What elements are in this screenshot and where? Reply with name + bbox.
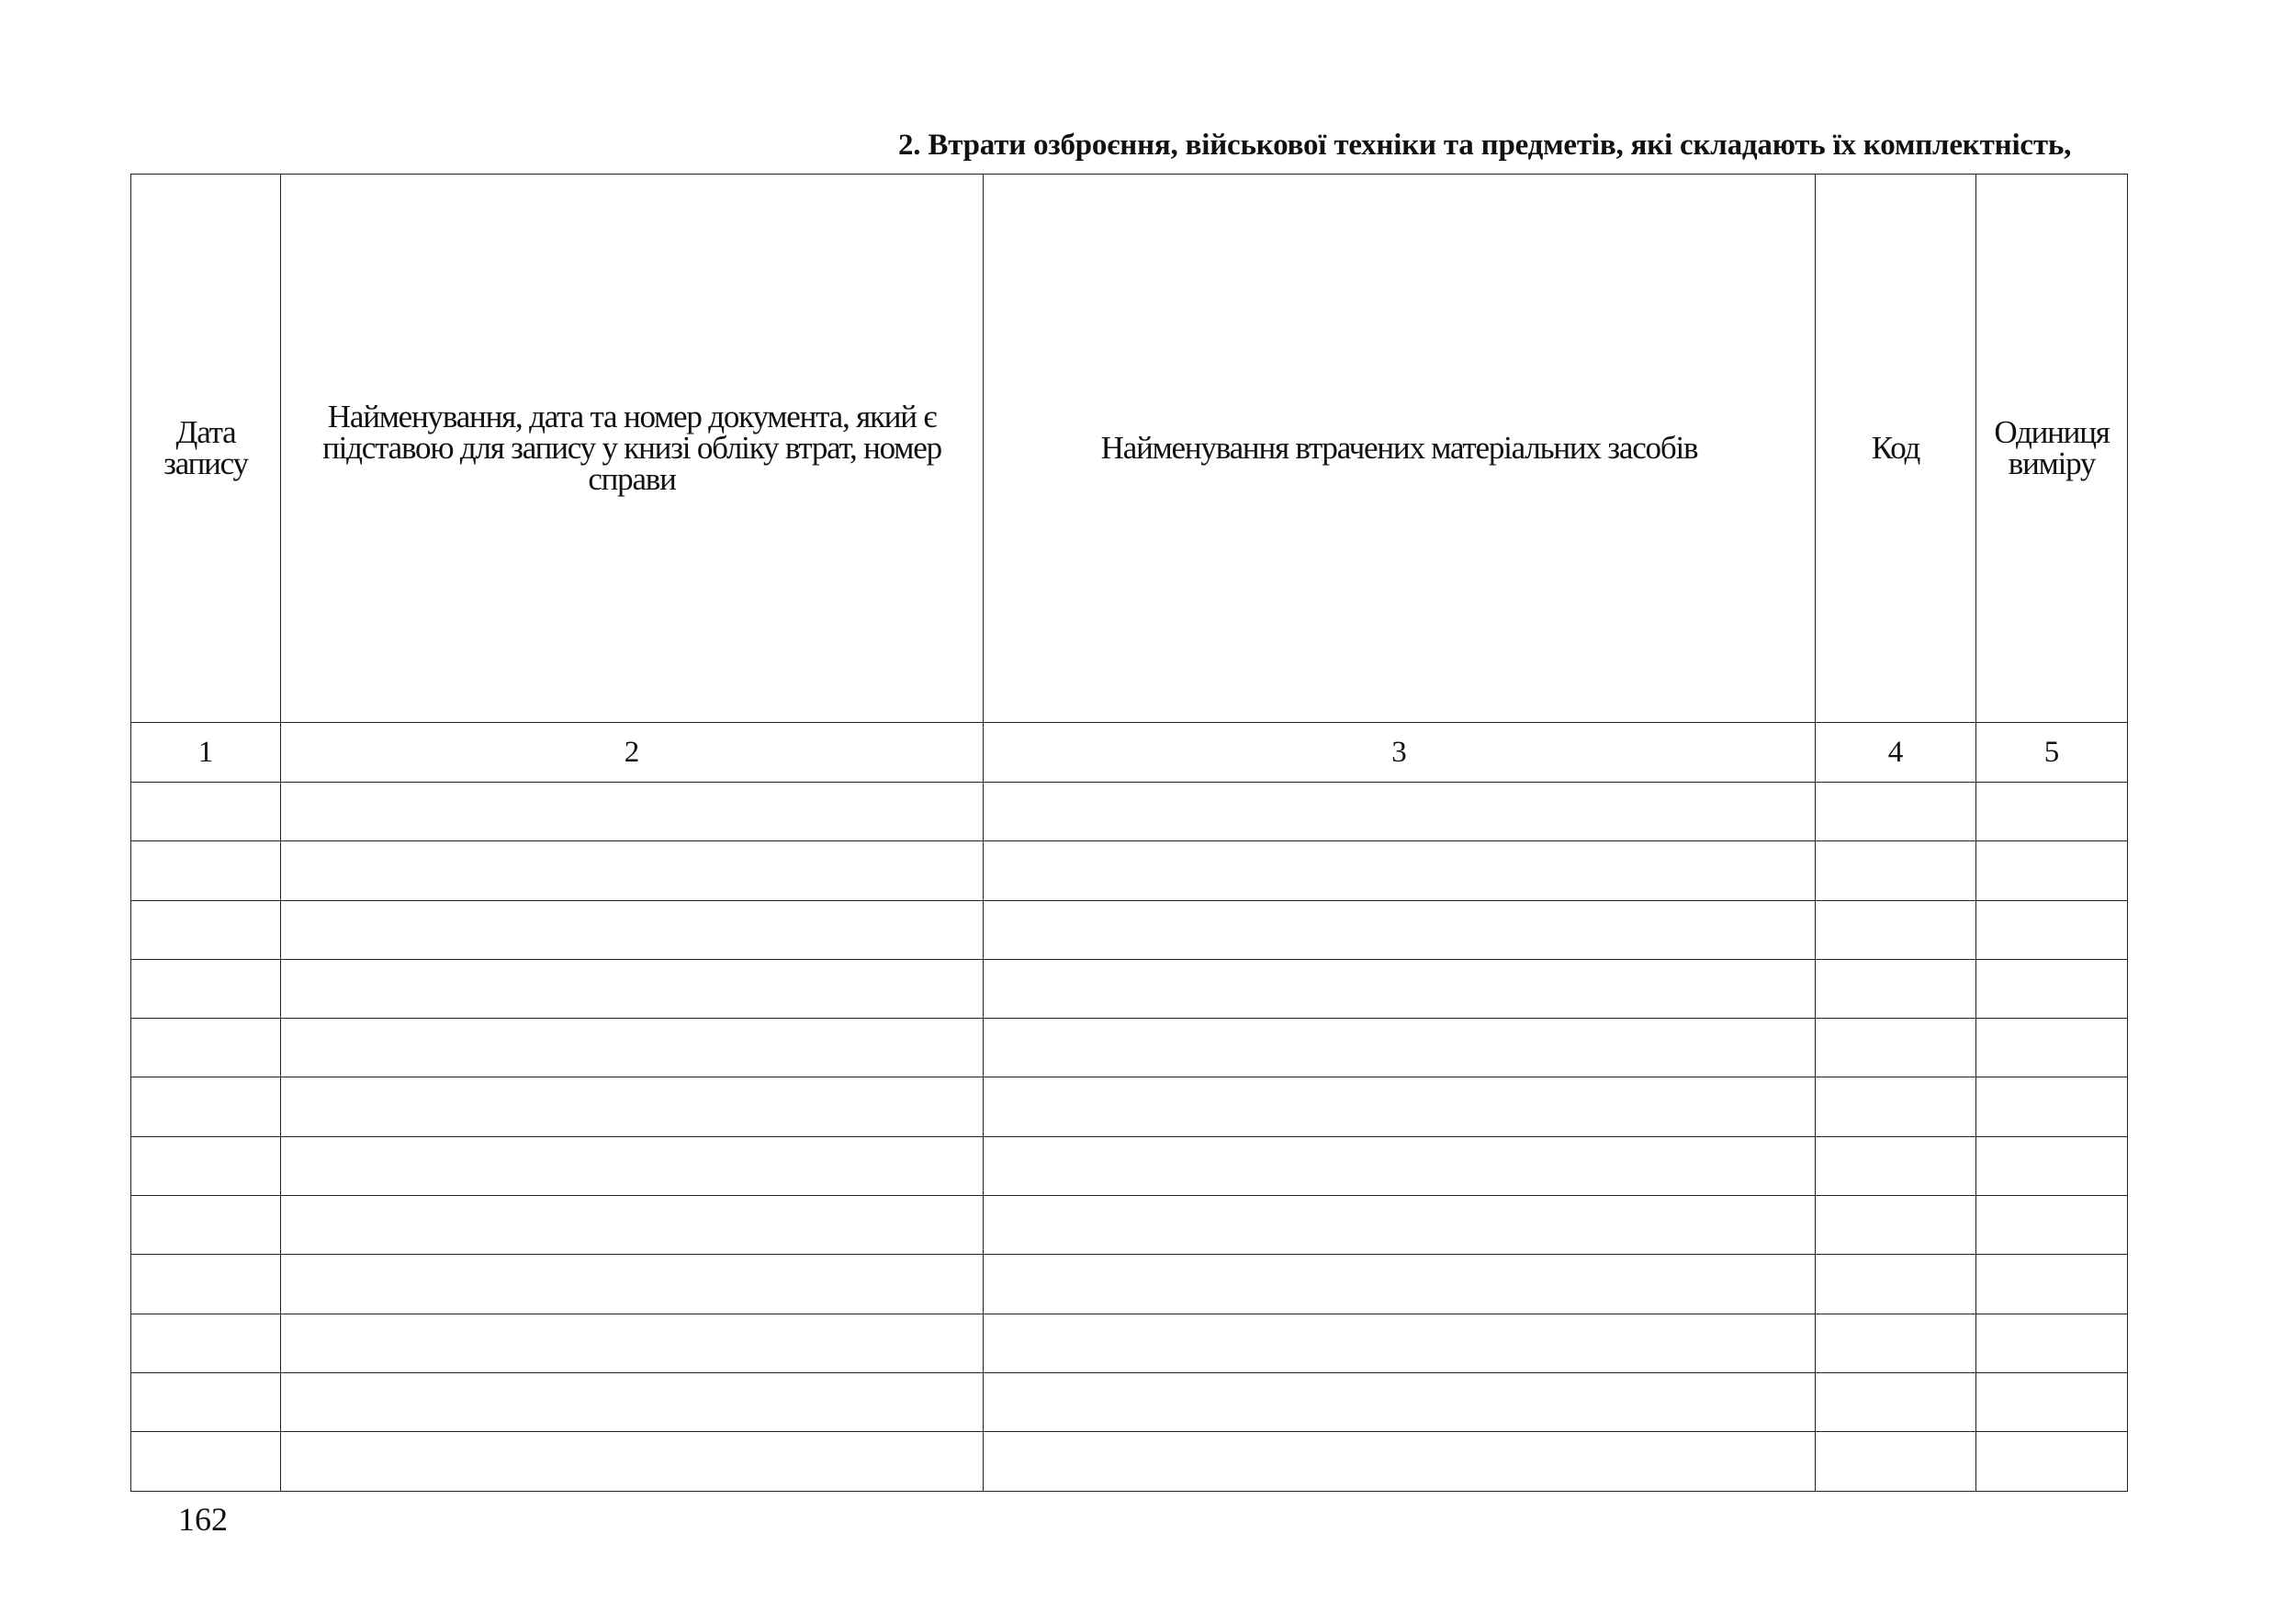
cell-code bbox=[1816, 1255, 1976, 1314]
cell-unit-of-measure bbox=[1976, 1372, 2128, 1431]
table-row bbox=[131, 1077, 2128, 1136]
cell-document-basis bbox=[281, 1432, 984, 1491]
cell-document-basis bbox=[281, 783, 984, 841]
header-document-basis: Найменування, дата та номер документа, який є підставою для запису у книзі обліку втрат, номер справи bbox=[281, 175, 984, 723]
cell-record-date bbox=[131, 841, 281, 900]
cell-document-basis bbox=[281, 1196, 984, 1255]
cell-code bbox=[1816, 1432, 1976, 1491]
cell-lost-items-name bbox=[984, 783, 1816, 841]
cell-code bbox=[1816, 1372, 1976, 1431]
cell-lost-items-name bbox=[984, 1372, 1816, 1431]
cell-unit-of-measure bbox=[1976, 959, 2128, 1018]
cell-lost-items-name bbox=[984, 1314, 1816, 1372]
cell-unit-of-measure bbox=[1976, 900, 2128, 959]
table-row bbox=[131, 783, 2128, 841]
page-number: 162 bbox=[178, 1501, 228, 1538]
cell-lost-items-name bbox=[984, 900, 1816, 959]
cell-record-date bbox=[131, 1314, 281, 1372]
column-number: 2 bbox=[281, 723, 984, 783]
cell-code bbox=[1816, 1077, 1976, 1136]
cell-record-date bbox=[131, 1432, 281, 1491]
cell-unit-of-measure bbox=[1976, 1136, 2128, 1195]
column-number-row bbox=[131, 723, 2128, 783]
header-lost-items-name: Найменування втрачених матеріальних засобів bbox=[984, 175, 1816, 723]
header-unit-of-measure: Одиниця виміру bbox=[1976, 175, 2128, 723]
table-row bbox=[131, 1432, 2128, 1491]
cell-code bbox=[1816, 1019, 1976, 1077]
cell-unit-of-measure bbox=[1976, 1077, 2128, 1136]
cell-lost-items-name bbox=[984, 1019, 1816, 1077]
table-row bbox=[131, 1372, 2128, 1431]
cell-unit-of-measure bbox=[1976, 1432, 2128, 1491]
cell-document-basis bbox=[281, 1372, 984, 1431]
cell-code bbox=[1816, 1196, 1976, 1255]
cell-lost-items-name bbox=[984, 1432, 1816, 1491]
table-row bbox=[131, 841, 2128, 900]
cell-code bbox=[1816, 841, 1976, 900]
cell-document-basis bbox=[281, 959, 984, 1018]
table-row bbox=[131, 959, 2128, 1018]
cell-record-date bbox=[131, 1077, 281, 1136]
table-row bbox=[131, 1255, 2128, 1314]
table-header-row bbox=[131, 175, 2128, 723]
cell-document-basis bbox=[281, 1019, 984, 1077]
cell-document-basis bbox=[281, 1136, 984, 1195]
cell-unit-of-measure bbox=[1976, 1019, 2128, 1077]
header-record-date: Дата запису bbox=[131, 175, 281, 723]
cell-code bbox=[1816, 1136, 1976, 1195]
cell-record-date bbox=[131, 1255, 281, 1314]
cell-lost-items-name bbox=[984, 841, 1816, 900]
table-row bbox=[131, 1314, 2128, 1372]
section-title: 2. Втрати озброєння, військової техніки та предметів, які складають їх комплектність, bbox=[898, 129, 2072, 162]
cell-lost-items-name bbox=[984, 1255, 1816, 1314]
column-number: 4 bbox=[1816, 723, 1976, 783]
cell-record-date bbox=[131, 1196, 281, 1255]
cell-lost-items-name bbox=[984, 1077, 1816, 1136]
cell-lost-items-name bbox=[984, 1136, 1816, 1195]
cell-unit-of-measure bbox=[1976, 1255, 2128, 1314]
cell-unit-of-measure bbox=[1976, 1196, 2128, 1255]
table-row bbox=[131, 900, 2128, 959]
cell-record-date bbox=[131, 783, 281, 841]
cell-record-date bbox=[131, 1372, 281, 1431]
cell-document-basis bbox=[281, 1077, 984, 1136]
table-body bbox=[131, 783, 2128, 1492]
cell-record-date bbox=[131, 1136, 281, 1195]
cell-code bbox=[1816, 783, 1976, 841]
column-number: 1 bbox=[131, 723, 281, 783]
table-row bbox=[131, 1196, 2128, 1255]
cell-record-date bbox=[131, 1019, 281, 1077]
cell-code bbox=[1816, 900, 1976, 959]
cell-code bbox=[1816, 1314, 1976, 1372]
cell-document-basis bbox=[281, 900, 984, 959]
column-number: 5 bbox=[1976, 723, 2128, 783]
column-number: 3 bbox=[984, 723, 1816, 783]
cell-document-basis bbox=[281, 1255, 984, 1314]
table-row bbox=[131, 1136, 2128, 1195]
cell-code bbox=[1816, 959, 1976, 1018]
header-code: Код bbox=[1816, 175, 1976, 723]
losses-table bbox=[130, 174, 2128, 1492]
table-row bbox=[131, 1019, 2128, 1077]
cell-record-date bbox=[131, 959, 281, 1018]
cell-lost-items-name bbox=[984, 959, 1816, 1018]
cell-record-date bbox=[131, 900, 281, 959]
cell-unit-of-measure bbox=[1976, 783, 2128, 841]
cell-lost-items-name bbox=[984, 1196, 1816, 1255]
cell-document-basis bbox=[281, 1314, 984, 1372]
cell-unit-of-measure bbox=[1976, 841, 2128, 900]
cell-document-basis bbox=[281, 841, 984, 900]
cell-unit-of-measure bbox=[1976, 1314, 2128, 1372]
